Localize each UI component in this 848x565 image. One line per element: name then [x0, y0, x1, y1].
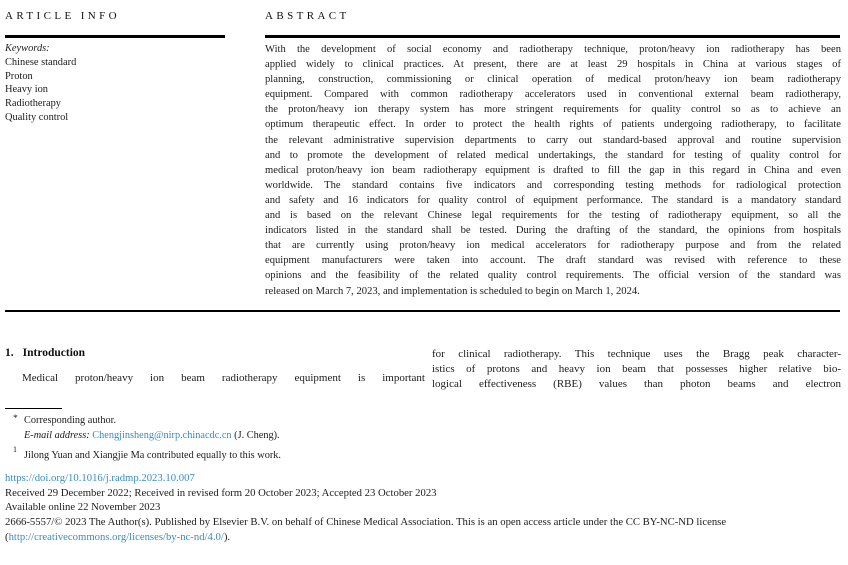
introduction-heading — [5, 347, 85, 359]
footnote-corresponding: * Corresponding author. — [13, 414, 117, 426]
abstract-line: applied widely to clinical practices. At present, there are at least 29 hospitals in China at various stages of — [265, 59, 841, 71]
license-line — [5, 530, 845, 545]
abstract-line: and is based on the relevant Chinese legal requirements for the testing of radiotherapy equipment, so all the — [265, 210, 841, 222]
abstract-line: worldwide. The standard contains five indicators and corresponding testing methods for radiological protection — [265, 179, 841, 191]
doi-line — [5, 471, 845, 486]
abstract-line: indicators listed in the standard shall be tested. During the drafting of the standard, the opinions from hospitals — [265, 225, 841, 237]
abstract-line: that are currently using proton/heavy ion medical accelerators for radiotherapy purpose and from the related — [265, 240, 841, 252]
keywords-block — [5, 42, 235, 125]
abstract-line: optimum therapeutic effect. In order to protect the health rights of patients undergoing radiotherapy, to facilitate — [265, 119, 841, 131]
abstract-line: equipment. Compared with common radiotherapy accelerators used in conventional external beam radiotherapy, — [265, 89, 841, 101]
footnote-equal-contribution: $^1$Jilong Yuan and Xiangjie Ma contributed equally to this work. — [13, 445, 281, 462]
article-history: Received 29 December 2022; Received in revised form 20 October 2023; Accepted 23 October 2023 — [5, 486, 437, 499]
article-info-rule — [5, 35, 225, 38]
footer-block — [5, 471, 845, 545]
abstract-line: and safety and 16 indicators for quality control of equipment performance. The standard is a mandatory standard — [265, 194, 841, 206]
license-link[interactable]: http://creativecommons.org/licenses/by-nc-nd/4.0/ — [8, 530, 224, 543]
abstract-heading: ABSTRACT — [265, 10, 350, 22]
keywords-label: Keywords: — [5, 43, 50, 54]
intro-right-line: for clinical radiotherapy. This technique uses the Bragg peak character- — [432, 348, 841, 360]
section-number: 1. — [5, 347, 14, 359]
abstract-line: the proton/heavy ion therapy system has more stringent requirements for quality control so as to achieve an — [265, 104, 841, 116]
equal-contribution-text: Jilong Yuan and Xiangjie Ma contributed equally to this work. — [24, 450, 281, 462]
abstract-line: medical proton/heavy ion beam radiotherapy equipment is drafted to fill the gap in this regard in China and even — [265, 164, 841, 176]
abstract-line: opinions and the feasibility of the related quality control requirements. The official version of the standard was — [265, 270, 841, 282]
abstract-line: planning, construction, commissioning or clinical operation of medical proton/heavy ion beam radiotherapy — [265, 74, 841, 86]
abstract-line: equipment manufacturers were taken into account. The draft standard was revised with reference to these — [265, 255, 841, 267]
footnotes-block — [5, 412, 435, 464]
abstract-rule — [265, 35, 840, 38]
keyword-item: Chinese standard — [5, 56, 77, 68]
footnote-email — [5, 429, 435, 444]
abstract-line: released on March 7, 2023, and implementation is scheduled to begin on March 1, 2024. — [265, 285, 640, 297]
copyright-line: 2666-5557/© 2023 The Author(s). Published by Elsevier B.V. on behalf of Chinese Medical Association. This is an open access article under the CC BY-NC-ND license — [5, 516, 727, 529]
abstract-text — [265, 42, 841, 299]
license-close-paren: ). — [223, 530, 231, 543]
doi-link[interactable]: https://doi.org/10.1016/j.radmp.2023.10.007 — [5, 472, 195, 484]
keyword-item: Quality control — [5, 111, 69, 123]
article-info-heading: ARTICLE INFO — [5, 10, 120, 22]
intro-left-paragraph: Medical proton/heavy ion beam radiotherapy equipment is important — [22, 372, 425, 384]
footnote-rule — [5, 408, 62, 409]
email-link[interactable]: Chengjinsheng@nirp.chinacdc.cn — [92, 429, 232, 441]
available-online: Available online 22 November 2023 — [5, 501, 161, 514]
abstract-line: the relevant administrative supervision departments to carry out standard-based approval and routine supervision — [265, 134, 841, 146]
keyword-item: Radiotherapy — [5, 98, 61, 110]
abstract-line: and to promote the development of related medical undertakings, the standard for testing of quality control for — [265, 149, 841, 161]
email-address-label: E-mail address: — [24, 429, 90, 441]
intro-right-line: istics of protons and heavy ion beam that possesses higher relative bio- — [432, 363, 841, 376]
keyword-item: Proton — [5, 70, 33, 82]
intro-right-line: logical effectiveness (RBE) values than photon beams and electron — [432, 378, 841, 391]
section-title: Introduction — [22, 347, 86, 359]
keyword-item: Heavy ion — [5, 84, 48, 96]
section-divider-rule — [5, 310, 840, 312]
license-open-paren: ( — [5, 530, 9, 543]
email-attribution: (J. Cheng). — [234, 429, 280, 441]
intro-right-column — [432, 347, 841, 392]
abstract-line: With the development of social economy and radiotherapy technique, proton/heavy ion radiotherapy has been — [265, 44, 841, 55]
corresponding-author-text: Corresponding author. — [24, 415, 117, 426]
